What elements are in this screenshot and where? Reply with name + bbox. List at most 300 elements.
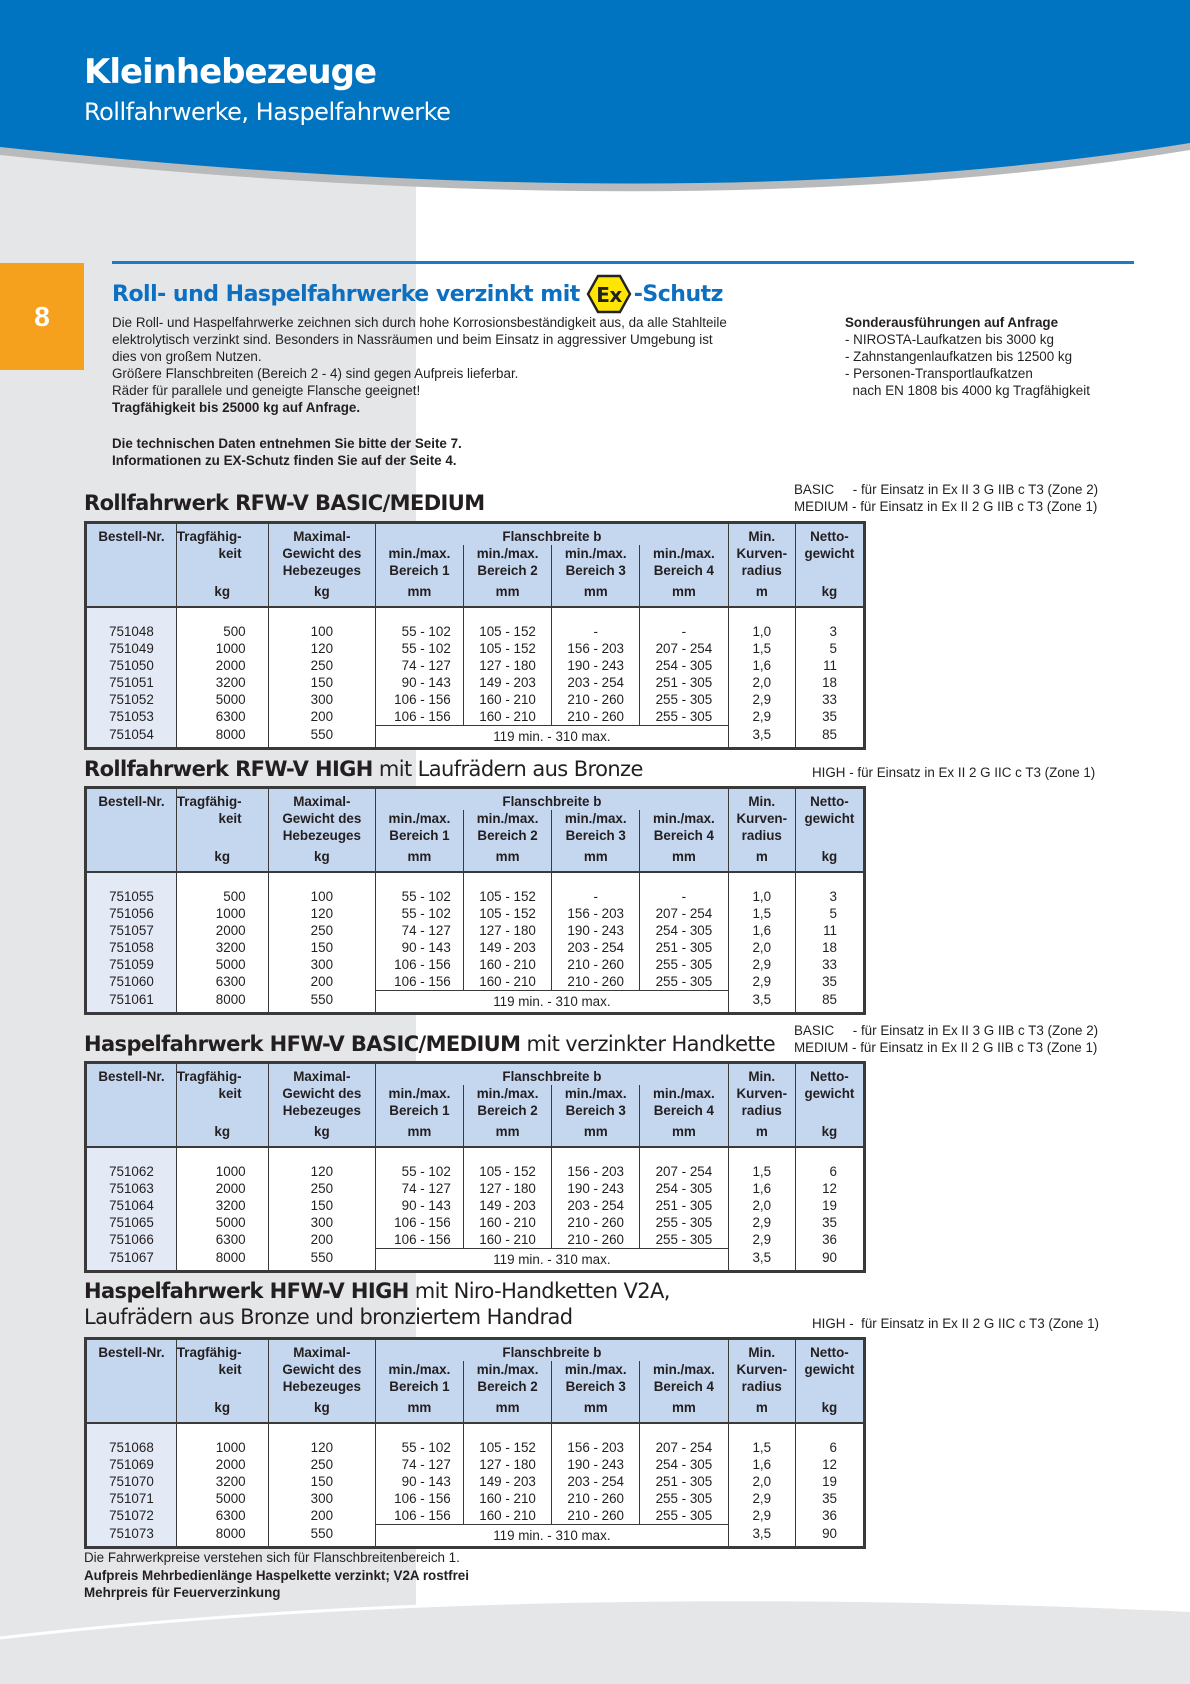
table-title xyxy=(84,490,485,516)
cell-bestell: 751051 xyxy=(86,674,177,691)
cell-bestell: 751073 xyxy=(86,1525,177,1548)
cell-bestell: 751052 xyxy=(86,691,177,708)
col-bereich-1: min./max. Bereich 1 xyxy=(376,1361,464,1395)
col-max-gewicht: Maximal- Gewicht des Hebezeuges xyxy=(268,788,376,845)
unit-max: kg xyxy=(268,844,376,872)
cell-bereich: 210 - 260 xyxy=(552,1231,640,1249)
cell-bereich: 190 - 243 xyxy=(552,1456,640,1473)
table-title-bold: Rollfahrwerk RFW-V HIGH xyxy=(84,757,373,781)
cell-bestell: 751066 xyxy=(86,1231,177,1249)
special-item: - Personen-Transportlaufkatzen xyxy=(845,366,1033,381)
cell-bestell: 751062 xyxy=(86,1163,177,1180)
cell-bereich: 106 - 156 xyxy=(376,708,464,726)
table-row-last xyxy=(86,991,865,1014)
cell-bereich: 105 - 152 xyxy=(463,640,552,657)
cell-bereich: 160 - 210 xyxy=(463,1214,552,1231)
cell-max: 120 xyxy=(268,1439,376,1456)
table-title-rest: mit Laufrädern aus Bronze xyxy=(372,757,643,781)
cell-bereich: 255 - 305 xyxy=(640,956,729,973)
cell-bestell: 751069 xyxy=(86,1456,177,1473)
cell-bereich: 149 - 203 xyxy=(463,939,552,956)
unit-mm: mm xyxy=(463,844,552,872)
cell-netto: 36 xyxy=(795,1507,864,1525)
cell-bestell: 751072 xyxy=(86,1507,177,1525)
table-header-row xyxy=(86,788,865,811)
col-bestell: Bestell-Nr. xyxy=(86,1063,177,1120)
cell-bereich: 106 - 156 xyxy=(376,1231,464,1249)
table-unit-row xyxy=(86,1119,865,1147)
cell-netto: 3 xyxy=(795,888,864,905)
cell-kurv: 1,6 xyxy=(728,657,795,674)
cell-bereich: 251 - 305 xyxy=(640,939,729,956)
cell-bereich: 105 - 152 xyxy=(463,1163,552,1180)
cell-bereich: 210 - 260 xyxy=(552,1490,640,1507)
ex-protection-icon xyxy=(586,274,632,314)
unit-kg: kg xyxy=(795,844,864,872)
col-nettogewicht: Netto- gewicht xyxy=(795,1339,864,1396)
cell-bestell: 751057 xyxy=(86,922,177,939)
section-title xyxy=(112,274,723,314)
cell-netto: 85 xyxy=(795,726,864,749)
col-bereich-3: min./max. Bereich 3 xyxy=(552,1085,640,1119)
cell-kurv: 1,5 xyxy=(728,640,795,657)
table-title-bold: Haspelfahrwerk HFW-V HIGH xyxy=(84,1279,409,1303)
cell-bestell: 751067 xyxy=(86,1249,177,1272)
col-nettogewicht: Netto- gewicht xyxy=(795,1063,864,1120)
cell-bereich: - xyxy=(552,623,640,640)
table-row-last xyxy=(86,726,865,749)
table-row xyxy=(86,939,865,956)
unit-kg: kg xyxy=(795,1119,864,1147)
cell-netto: 35 xyxy=(795,1490,864,1507)
cell-trag: 3200 xyxy=(176,674,268,691)
cell-trag: 1000 xyxy=(176,905,268,922)
cell-kurv: 1,6 xyxy=(728,922,795,939)
cell-trag: 2000 xyxy=(176,922,268,939)
table-row xyxy=(86,1507,865,1525)
col-bereich-2: min./max. Bereich 2 xyxy=(463,545,552,579)
intro-line: Die Roll- und Haspelfahrwerke zeichnen sich durch hohe Korrosionsbeständigkeit aus, da alle Stahlteile xyxy=(112,315,727,330)
cell-bereich: 149 - 203 xyxy=(463,674,552,691)
cell-bereich: 207 - 254 xyxy=(640,905,729,922)
reference-line: Die technischen Daten entnehmen Sie bitte der Seite 7. xyxy=(112,436,462,451)
unit-trag: kg xyxy=(176,1119,268,1147)
unit-mm: mm xyxy=(552,844,640,872)
table-row xyxy=(86,691,865,708)
table-row xyxy=(86,708,865,726)
chapter-tab: 8 xyxy=(0,263,84,370)
cell-netto: 5 xyxy=(795,905,864,922)
cell-max: 250 xyxy=(268,657,376,674)
cell-bestell: 751063 xyxy=(86,1180,177,1197)
cell-bereich: 105 - 152 xyxy=(463,888,552,905)
cell-bereich: 127 - 180 xyxy=(463,1456,552,1473)
cell-bereich: 254 - 305 xyxy=(640,1456,729,1473)
spec-table xyxy=(84,521,866,750)
unit-mm: mm xyxy=(552,1395,640,1423)
cell-bereich: 160 - 210 xyxy=(463,1507,552,1525)
unit-mm: mm xyxy=(463,1119,552,1147)
cell-bereich: 255 - 305 xyxy=(640,1214,729,1231)
cell-bereich: 149 - 203 xyxy=(463,1197,552,1214)
cell-bereich: 210 - 260 xyxy=(552,708,640,726)
cell-bereich: 254 - 305 xyxy=(640,1180,729,1197)
cell-trag: 500 xyxy=(176,623,268,640)
col-flanschbreite: Flanschbreite b xyxy=(376,788,729,811)
cell-kurv: 3,5 xyxy=(728,991,795,1014)
unit-kg: kg xyxy=(795,579,864,607)
cell-bereich: 55 - 102 xyxy=(376,640,464,657)
footer-line: Aufpreis Mehrbedienlänge Haspelkette verzinkt; V2A rostfrei xyxy=(84,1567,469,1583)
table-header-row xyxy=(86,1339,865,1362)
cell-bereich: 106 - 156 xyxy=(376,1490,464,1507)
cell-max: 120 xyxy=(268,905,376,922)
unit-trag: kg xyxy=(176,1395,268,1423)
col-max-gewicht: Maximal- Gewicht des Hebezeuges xyxy=(268,523,376,580)
col-bereich-4: min./max. Bereich 4 xyxy=(640,810,729,844)
cell-flange-range-merged: 119 min. - 310 max. xyxy=(376,1249,729,1272)
cell-trag: 8000 xyxy=(176,1525,268,1548)
unit-kg: kg xyxy=(795,1395,864,1423)
ex-zone-note: BASIC - für Einsatz in Ex II 3 G IIB c T3 (Zone 2) xyxy=(794,482,1099,497)
cell-bestell: 751068 xyxy=(86,1439,177,1456)
cell-trag: 1000 xyxy=(176,1439,268,1456)
cell-netto: 6 xyxy=(795,1163,864,1180)
cell-kurv: 1,6 xyxy=(728,1456,795,1473)
cell-max: 150 xyxy=(268,1473,376,1490)
cell-bereich: 55 - 102 xyxy=(376,623,464,640)
cell-kurv: 2,9 xyxy=(728,691,795,708)
cell-bereich: 203 - 254 xyxy=(552,674,640,691)
cell-trag: 6300 xyxy=(176,1231,268,1249)
cell-bereich: 90 - 143 xyxy=(376,674,464,691)
cell-netto: 35 xyxy=(795,1214,864,1231)
table-row xyxy=(86,674,865,691)
unit-max: kg xyxy=(268,579,376,607)
cell-max: 550 xyxy=(268,1525,376,1548)
svg-text:Ex: Ex xyxy=(596,283,622,307)
cell-trag: 6300 xyxy=(176,1507,268,1525)
col-flanschbreite: Flanschbreite b xyxy=(376,1339,729,1362)
unit-mm: mm xyxy=(463,1395,552,1423)
cell-bereich: 203 - 254 xyxy=(552,1197,640,1214)
cell-max: 150 xyxy=(268,1197,376,1214)
intro-text xyxy=(112,314,792,416)
intro-line: dies von großem Nutzen. xyxy=(112,349,262,364)
cell-trag: 500 xyxy=(176,888,268,905)
col-bereich-1: min./max. Bereich 1 xyxy=(376,1085,464,1119)
intro-bold-line: Tragfähigkeit bis 25000 kg auf Anfrage. xyxy=(112,400,361,415)
table-title xyxy=(84,756,643,782)
special-item: - NIROSTA-Laufkatzen bis 3000 kg xyxy=(845,332,1054,347)
cell-bestell: 751049 xyxy=(86,640,177,657)
table-title xyxy=(84,1278,670,1330)
table-row xyxy=(86,640,865,657)
table-row xyxy=(86,922,865,939)
cell-netto: 18 xyxy=(795,939,864,956)
cell-kurv: 2,9 xyxy=(728,973,795,991)
cell-bereich: 207 - 254 xyxy=(640,1439,729,1456)
ex-zone-note: MEDIUM - für Einsatz in Ex II 2 G IIB c T3 (Zone 1) xyxy=(794,499,1098,514)
cell-bereich: 156 - 203 xyxy=(552,1439,640,1456)
cell-bereich: 149 - 203 xyxy=(463,1473,552,1490)
unit-m: m xyxy=(728,1119,795,1147)
col-tragfaehigkeit: Tragfähig- keit xyxy=(176,1063,268,1120)
cell-bereich: 105 - 152 xyxy=(463,623,552,640)
cell-bereich: 207 - 254 xyxy=(640,640,729,657)
spec-table xyxy=(84,786,866,1015)
section-title-after: -Schutz xyxy=(633,281,723,307)
cell-bereich: 106 - 156 xyxy=(376,956,464,973)
unit-mm: mm xyxy=(376,844,464,872)
footer-swoosh xyxy=(0,1600,1190,1684)
cell-trag: 8000 xyxy=(176,726,268,749)
cell-bestell: 751056 xyxy=(86,905,177,922)
cell-bereich: 254 - 305 xyxy=(640,922,729,939)
table-row xyxy=(86,1490,865,1507)
cell-max: 250 xyxy=(268,1180,376,1197)
cell-netto: 19 xyxy=(795,1473,864,1490)
cell-bestell: 751050 xyxy=(86,657,177,674)
cell-bereich: 255 - 305 xyxy=(640,1490,729,1507)
references xyxy=(112,435,462,469)
cell-bestell: 751048 xyxy=(86,623,177,640)
cell-netto: 85 xyxy=(795,991,864,1014)
cell-max: 250 xyxy=(268,922,376,939)
table-unit-row xyxy=(86,579,865,607)
table-row xyxy=(86,1214,865,1231)
table-title-rest: mit Niro-Handketten V2A, xyxy=(408,1279,670,1303)
cell-trag: 3200 xyxy=(176,1197,268,1214)
cell-netto: 12 xyxy=(795,1456,864,1473)
cell-kurv: 2,9 xyxy=(728,708,795,726)
col-flanschbreite: Flanschbreite b xyxy=(376,1063,729,1086)
cell-max: 250 xyxy=(268,1456,376,1473)
cell-trag: 5000 xyxy=(176,956,268,973)
cell-netto: 35 xyxy=(795,708,864,726)
unit-m: m xyxy=(728,1395,795,1423)
cell-bereich: 106 - 156 xyxy=(376,1214,464,1231)
cell-kurv: 1,0 xyxy=(728,623,795,640)
cell-kurv: 2,9 xyxy=(728,1231,795,1249)
table-row xyxy=(86,657,865,674)
cell-kurv: 3,5 xyxy=(728,1249,795,1272)
cell-bereich: 156 - 203 xyxy=(552,640,640,657)
cell-max: 550 xyxy=(268,1249,376,1272)
cell-trag: 6300 xyxy=(176,708,268,726)
table-row xyxy=(86,1197,865,1214)
cell-trag: 2000 xyxy=(176,1180,268,1197)
cell-bereich: 106 - 156 xyxy=(376,691,464,708)
cell-bereich: 160 - 210 xyxy=(463,1231,552,1249)
col-bereich-4: min./max. Bereich 4 xyxy=(640,1361,729,1395)
cell-bereich: - xyxy=(552,888,640,905)
cell-max: 550 xyxy=(268,726,376,749)
cell-max: 120 xyxy=(268,640,376,657)
intro-line: elektrolytisch verzinkt sind. Besonders in Nassräumen und beim Einsatz in aggressiver Umgebung ist xyxy=(112,332,713,347)
cell-bereich: 156 - 203 xyxy=(552,905,640,922)
cell-netto: 6 xyxy=(795,1439,864,1456)
cell-bestell: 751055 xyxy=(86,888,177,905)
cell-kurv: 1,6 xyxy=(728,1180,795,1197)
cell-bereich: 160 - 210 xyxy=(463,1490,552,1507)
col-bereich-3: min./max. Bereich 3 xyxy=(552,810,640,844)
cell-bereich: 207 - 254 xyxy=(640,1163,729,1180)
cell-max: 200 xyxy=(268,1231,376,1249)
spec-table xyxy=(84,1061,866,1273)
unit-trag: kg xyxy=(176,844,268,872)
col-bereich-2: min./max. Bereich 2 xyxy=(463,810,552,844)
col-bereich-3: min./max. Bereich 3 xyxy=(552,545,640,579)
table-header-row xyxy=(86,1063,865,1086)
unit-mm: mm xyxy=(640,579,729,607)
unit-mm: mm xyxy=(376,1395,464,1423)
cell-kurv: 3,5 xyxy=(728,726,795,749)
cell-bereich: 190 - 243 xyxy=(552,1180,640,1197)
ex-zone-note: HIGH - für Einsatz in Ex II 2 G IIC c T3 (Zone 1) xyxy=(812,1316,1099,1331)
unit-max: kg xyxy=(268,1119,376,1147)
intro-line: Räder für parallele und geneigte Flansche geeignet! xyxy=(112,383,421,398)
col-bereich-1: min./max. Bereich 1 xyxy=(376,810,464,844)
table-title-rest: mit verzinkter Handkette xyxy=(520,1032,776,1056)
cell-bestell: 751070 xyxy=(86,1473,177,1490)
table-row-last xyxy=(86,1249,865,1272)
reference-line: Informationen zu EX-Schutz finden Sie auf der Seite 4. xyxy=(112,453,457,468)
cell-bereich: 55 - 102 xyxy=(376,905,464,922)
table-row xyxy=(86,1180,865,1197)
table-title-bold: Rollfahrwerk RFW-V BASIC/MEDIUM xyxy=(84,491,485,515)
cell-bereich: 160 - 210 xyxy=(463,708,552,726)
table-row xyxy=(86,956,865,973)
table-row xyxy=(86,1473,865,1490)
table-row xyxy=(86,1163,865,1180)
cell-bereich: 251 - 305 xyxy=(640,674,729,691)
cell-bereich: 90 - 143 xyxy=(376,1197,464,1214)
cell-trag: 2000 xyxy=(176,657,268,674)
cell-bereich: 74 - 127 xyxy=(376,1456,464,1473)
section-title-before: Roll- und Haspelfahrwerke verzinkt mit xyxy=(112,281,580,307)
page-subtitle: Rollfahrwerke, Haspelfahrwerke xyxy=(84,98,451,126)
cell-bereich: 190 - 243 xyxy=(552,657,640,674)
unit-mm: mm xyxy=(463,579,552,607)
cell-bereich: 74 - 127 xyxy=(376,922,464,939)
cell-bereich: 55 - 102 xyxy=(376,1439,464,1456)
table-row xyxy=(86,1231,865,1249)
intro-line: Größere Flanschbreiten (Bereich 2 - 4) sind gegen Aufpreis lieferbar. xyxy=(112,366,519,381)
ex-zone-note: MEDIUM - für Einsatz in Ex II 2 G IIB c T3 (Zone 1) xyxy=(794,1040,1098,1055)
col-tragfaehigkeit: Tragfähig- keit xyxy=(176,788,268,845)
section-rule xyxy=(112,261,1134,264)
cell-netto: 90 xyxy=(795,1249,864,1272)
cell-netto: 12 xyxy=(795,1180,864,1197)
special-versions xyxy=(845,314,1090,399)
cell-bestell: 751071 xyxy=(86,1490,177,1507)
cell-bereich: 106 - 156 xyxy=(376,973,464,991)
unit-trag: kg xyxy=(176,579,268,607)
footer-notes xyxy=(84,1549,469,1602)
footer-line: Mehrpreis für Feuerverzinkung xyxy=(84,1585,281,1600)
cell-max: 200 xyxy=(268,973,376,991)
cell-bereich: 203 - 254 xyxy=(552,1473,640,1490)
col-bereich-2: min./max. Bereich 2 xyxy=(463,1085,552,1119)
special-item: nach EN 1808 bis 4000 kg Tragfähigkeit xyxy=(845,383,1090,398)
cell-kurv: 1,5 xyxy=(728,1163,795,1180)
cell-bereich: 90 - 143 xyxy=(376,939,464,956)
unit-mm: mm xyxy=(552,579,640,607)
cell-max: 200 xyxy=(268,1507,376,1525)
cell-bereich: 106 - 156 xyxy=(376,1507,464,1525)
cell-trag: 6300 xyxy=(176,973,268,991)
cell-max: 150 xyxy=(268,674,376,691)
unit-mm: mm xyxy=(376,1119,464,1147)
cell-trag: 5000 xyxy=(176,691,268,708)
cell-netto: 18 xyxy=(795,674,864,691)
cell-bereich: 210 - 260 xyxy=(552,956,640,973)
cell-netto: 5 xyxy=(795,640,864,657)
special-title: Sonderausführungen auf Anfrage xyxy=(845,315,1059,330)
cell-bestell: 751065 xyxy=(86,1214,177,1231)
cell-max: 120 xyxy=(268,1163,376,1180)
table-title-line2: Laufrädern aus Bronze und bronziertem Handrad xyxy=(84,1305,573,1329)
cell-trag: 8000 xyxy=(176,1249,268,1272)
cell-max: 300 xyxy=(268,1490,376,1507)
unit-mm: mm xyxy=(640,1119,729,1147)
special-item: - Zahnstangenlaufkatzen bis 12500 kg xyxy=(845,349,1073,364)
cell-netto: 36 xyxy=(795,1231,864,1249)
col-bereich-4: min./max. Bereich 4 xyxy=(640,1085,729,1119)
cell-trag: 3200 xyxy=(176,939,268,956)
unit-mm: mm xyxy=(376,579,464,607)
table-row xyxy=(86,888,865,905)
cell-flange-range-merged: 119 min. - 310 max. xyxy=(376,991,729,1014)
cell-bereich: 255 - 305 xyxy=(640,691,729,708)
cell-bereich: 156 - 203 xyxy=(552,1163,640,1180)
page-title: Kleinhebezeuge xyxy=(84,52,377,92)
cell-bestell: 751053 xyxy=(86,708,177,726)
cell-bereich: 160 - 210 xyxy=(463,691,552,708)
col-tragfaehigkeit: Tragfähig- keit xyxy=(176,1339,268,1396)
col-bereich-3: min./max. Bereich 3 xyxy=(552,1361,640,1395)
ex-zone-note: HIGH - für Einsatz in Ex II 2 G IIC c T3 (Zone 1) xyxy=(812,765,1096,780)
col-bereich-1: min./max. Bereich 1 xyxy=(376,545,464,579)
cell-bereich: 251 - 305 xyxy=(640,1473,729,1490)
cell-kurv: 2,9 xyxy=(728,1507,795,1525)
cell-flange-range-merged: 119 min. - 310 max. xyxy=(376,1525,729,1548)
cell-netto: 33 xyxy=(795,691,864,708)
table-row xyxy=(86,905,865,922)
cell-kurv: 2,0 xyxy=(728,1197,795,1214)
cell-kurv: 2,9 xyxy=(728,956,795,973)
unit-m: m xyxy=(728,844,795,872)
cell-bereich: 90 - 143 xyxy=(376,1473,464,1490)
cell-netto: 11 xyxy=(795,657,864,674)
col-max-gewicht: Maximal- Gewicht des Hebezeuges xyxy=(268,1339,376,1396)
cell-bereich: 74 - 127 xyxy=(376,657,464,674)
cell-bereich: 203 - 254 xyxy=(552,939,640,956)
spec-table xyxy=(84,1337,866,1549)
cell-max: 300 xyxy=(268,691,376,708)
col-kurvenradius: Min. Kurven- radius xyxy=(728,523,795,580)
cell-bereich: 255 - 305 xyxy=(640,973,729,991)
cell-netto: 19 xyxy=(795,1197,864,1214)
cell-bereich: 255 - 305 xyxy=(640,1507,729,1525)
cell-trag: 8000 xyxy=(176,991,268,1014)
cell-bestell: 751054 xyxy=(86,726,177,749)
col-bestell: Bestell-Nr. xyxy=(86,788,177,845)
cell-bereich: - xyxy=(640,888,729,905)
cell-kurv: 1,0 xyxy=(728,888,795,905)
cell-kurv: 1,5 xyxy=(728,1439,795,1456)
